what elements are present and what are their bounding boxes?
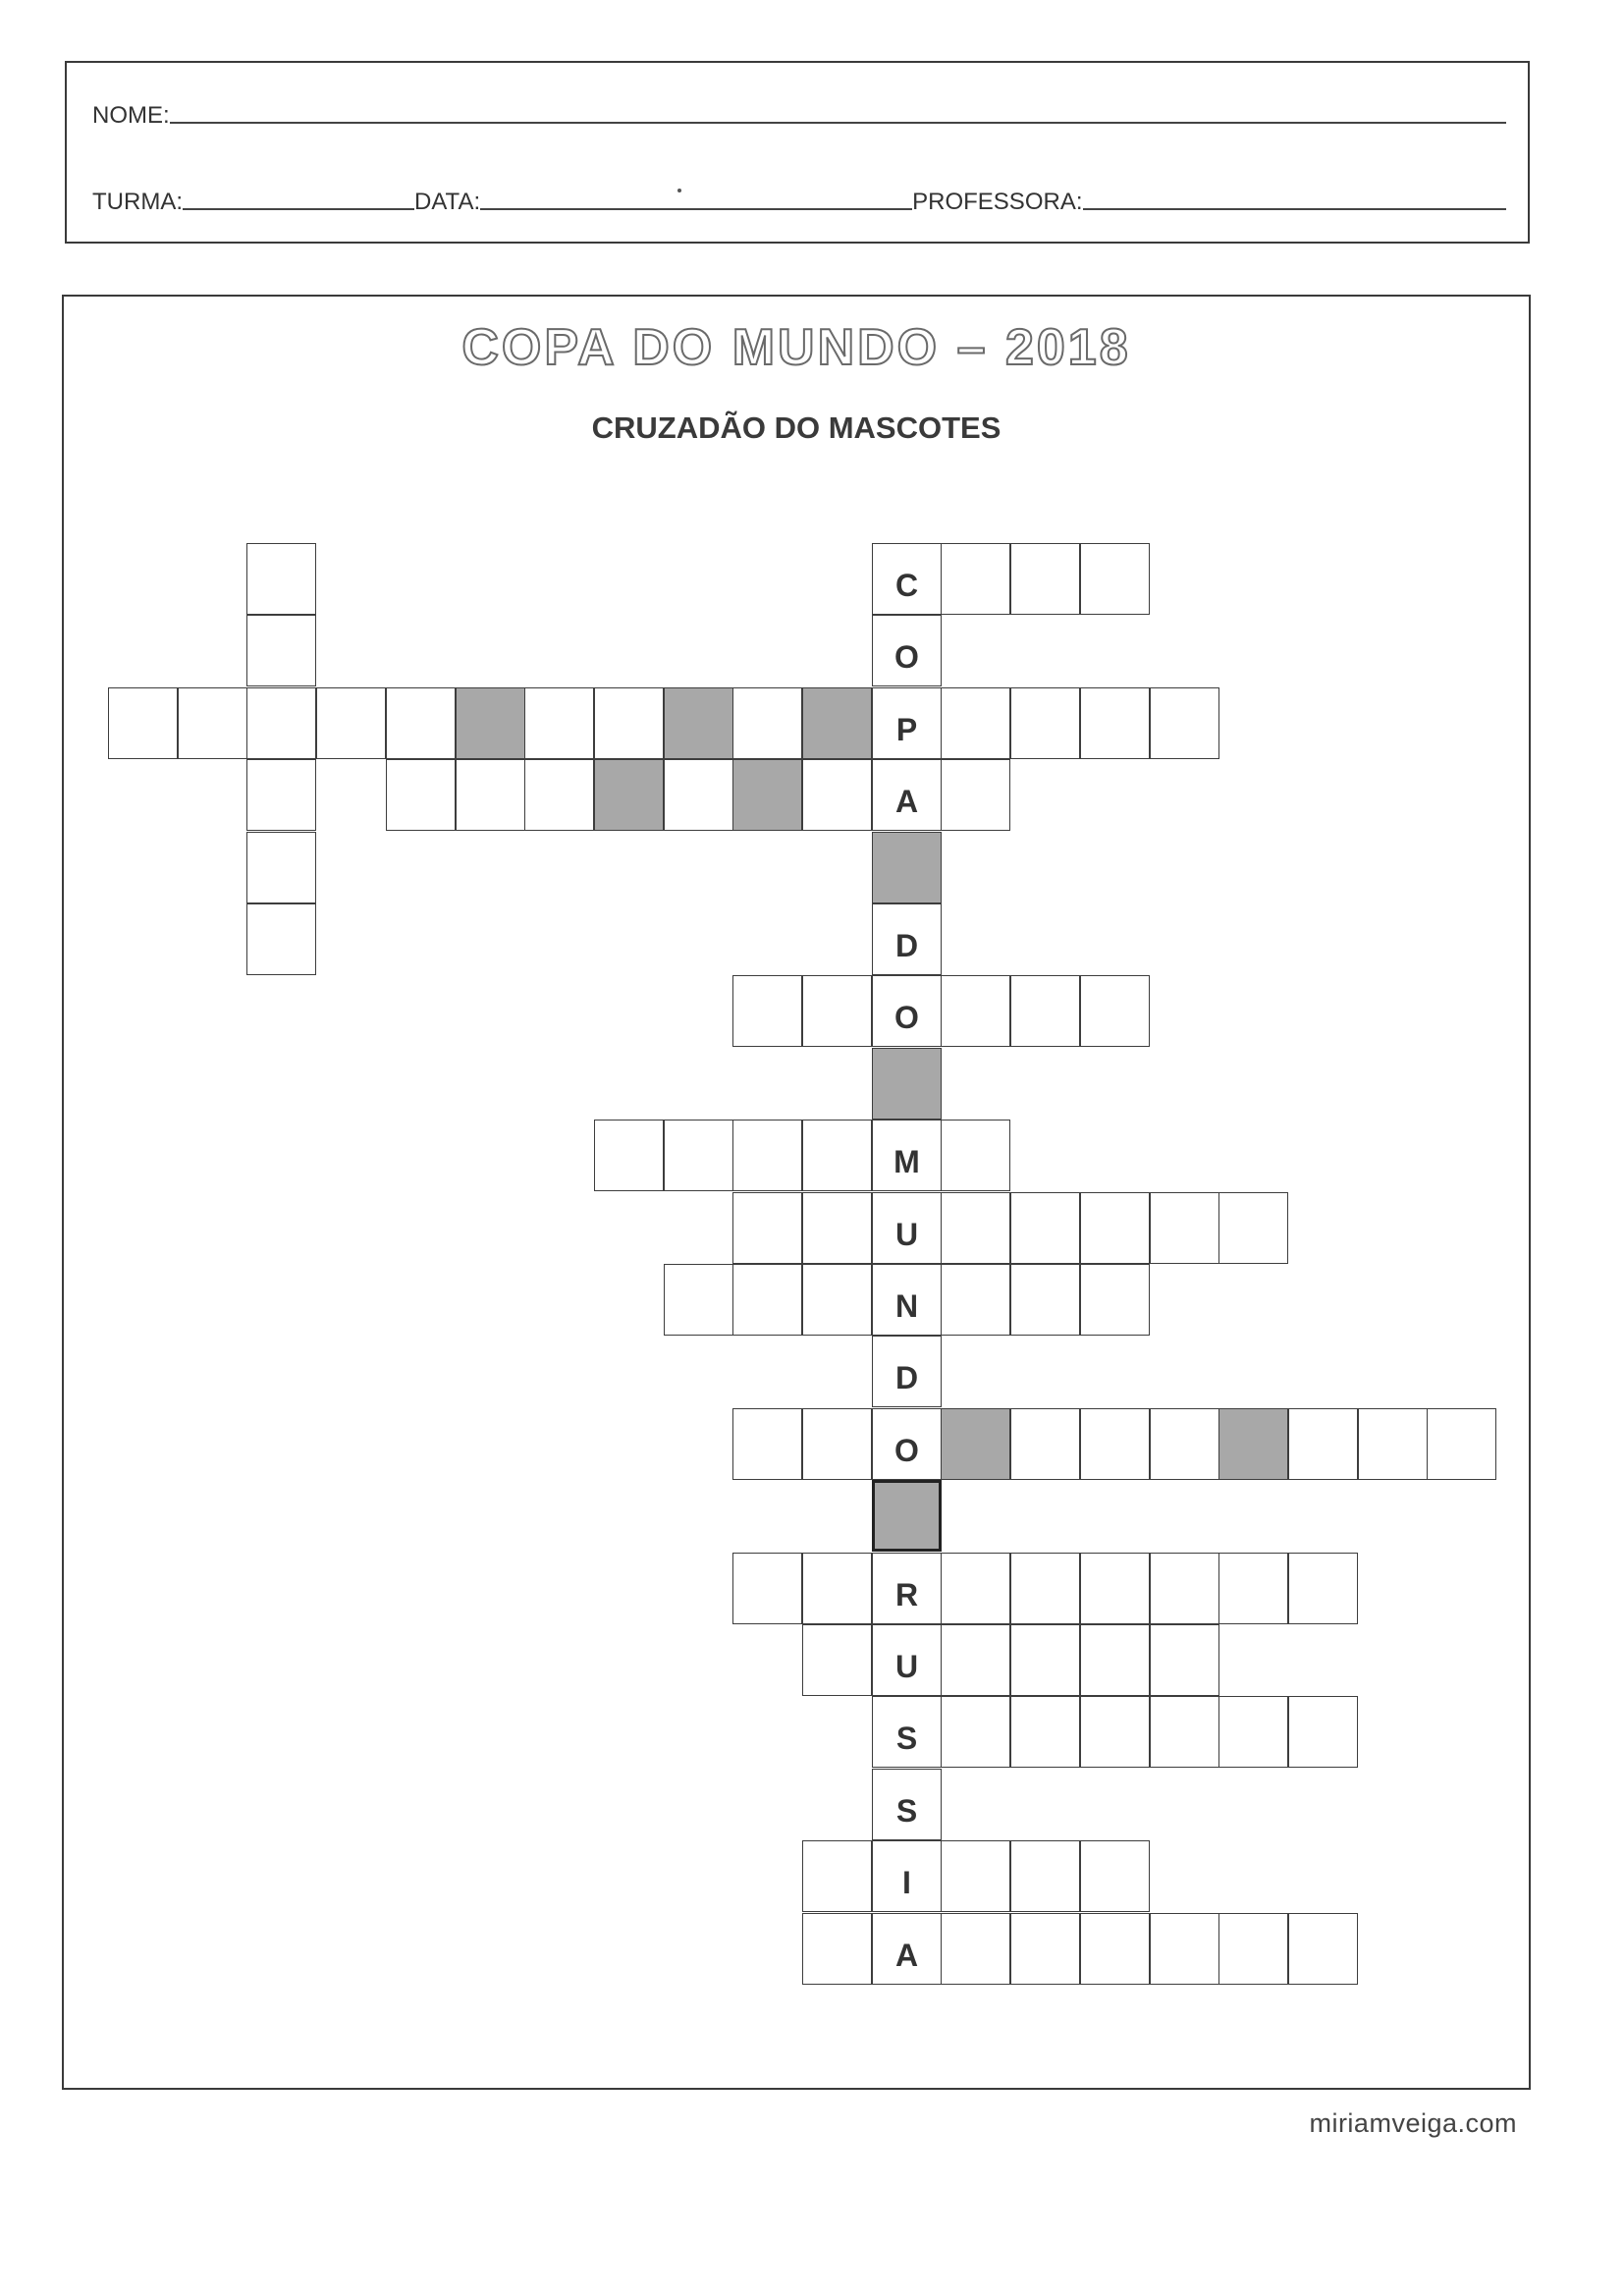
crossword-cell[interactable] (1080, 543, 1150, 615)
crossword-cell[interactable] (941, 759, 1010, 831)
crossword-cell[interactable] (941, 543, 1010, 615)
crossword-cell-letter: M (872, 1120, 942, 1191)
crossword-cell[interactable] (941, 1696, 1010, 1768)
crossword-cell[interactable] (1010, 1840, 1080, 1912)
turma-label: TURMA: (92, 189, 183, 215)
crossword-cell[interactable] (941, 1624, 1010, 1696)
crossword-cell-letter: P (872, 687, 942, 759)
crossword-cell[interactable] (941, 1553, 1010, 1624)
professora-label: PROFESSORA: (912, 189, 1083, 215)
crossword-cell[interactable] (1288, 1408, 1358, 1480)
crossword-cell-shaded (456, 687, 525, 759)
crossword-cell-shaded (664, 687, 733, 759)
crossword-cell[interactable] (246, 903, 316, 975)
crossword-cell[interactable] (802, 1264, 872, 1336)
crossword-cell[interactable] (1010, 1696, 1080, 1768)
crossword-cell[interactable] (1080, 1913, 1150, 1985)
crossword-cell[interactable] (732, 1120, 802, 1191)
crossword-cell-letter: O (872, 1408, 942, 1480)
crossword-cell[interactable] (802, 759, 872, 831)
crossword-cell[interactable] (178, 687, 247, 759)
crossword-cell-letter: A (872, 1913, 942, 1985)
crossword-cell[interactable] (1288, 1696, 1358, 1768)
crossword-cell[interactable] (941, 1264, 1010, 1336)
crossword-cell[interactable] (386, 759, 456, 831)
nome-field[interactable] (92, 102, 1506, 130)
crossword-cell[interactable] (1010, 1408, 1080, 1480)
crossword-cell[interactable] (246, 615, 316, 686)
crossword-cell[interactable] (802, 1624, 872, 1696)
crossword-cell[interactable] (456, 759, 525, 831)
crossword-cell-shaded (1218, 1408, 1288, 1480)
crossword-cell[interactable] (524, 759, 594, 831)
crossword-cell-letter: S (872, 1769, 942, 1840)
crossword-cell-letter: C (872, 543, 942, 615)
crossword-cell[interactable] (802, 1192, 872, 1264)
crossword-cell-letter: I (872, 1840, 942, 1912)
crossword-cell[interactable] (1080, 1192, 1150, 1264)
nome-label: NOME: (92, 102, 170, 129)
crossword-cell[interactable] (1218, 1913, 1288, 1985)
crossword-cell[interactable] (732, 1553, 802, 1624)
crossword-cell[interactable] (732, 687, 802, 759)
crossword-cell[interactable] (802, 1553, 872, 1624)
crossword-cell[interactable] (732, 975, 802, 1047)
crossword-cell[interactable] (1218, 1192, 1288, 1264)
crossword-cell[interactable] (941, 1192, 1010, 1264)
crossword-cell[interactable] (386, 687, 456, 759)
crossword-cell[interactable] (1150, 1192, 1219, 1264)
crossword-cell-shaded (872, 1048, 942, 1120)
scan-speck (677, 189, 681, 192)
crossword-cell[interactable] (1080, 1624, 1150, 1696)
crossword-cell-letter: S (872, 1696, 942, 1768)
crossword-cell-letter: N (872, 1264, 942, 1336)
crossword-cell[interactable] (1010, 1553, 1080, 1624)
crossword-cell[interactable] (1150, 687, 1219, 759)
crossword-cell-letter: O (872, 615, 942, 686)
crossword-cell[interactable] (1218, 1696, 1288, 1768)
crossword-cell[interactable] (1080, 1264, 1150, 1336)
crossword-cell[interactable] (1080, 1408, 1150, 1480)
crossword-cell[interactable] (732, 1264, 802, 1336)
info-row (92, 189, 1506, 216)
crossword-cell-letter: D (872, 903, 942, 975)
crossword-cell[interactable] (941, 1913, 1010, 1985)
crossword-cell-shaded (872, 1480, 942, 1552)
crossword-cell[interactable] (1150, 1624, 1219, 1696)
crossword-grid (64, 297, 1533, 2092)
crossword-cell[interactable] (1010, 975, 1080, 1047)
crossword-cell[interactable] (594, 687, 664, 759)
puzzle-subtitle: CRUZADÃO DO MASCOTES (591, 410, 1001, 445)
crossword-cell[interactable] (1080, 1840, 1150, 1912)
crossword-cell[interactable] (1080, 1696, 1150, 1768)
crossword-cell[interactable] (1150, 1696, 1219, 1768)
crossword-cell[interactable] (802, 1120, 872, 1191)
crossword-cell[interactable] (1218, 1553, 1288, 1624)
crossword-cell[interactable] (1010, 687, 1080, 759)
crossword-cell[interactable] (732, 1192, 802, 1264)
crossword-cell[interactable] (316, 687, 386, 759)
data-line[interactable] (480, 206, 912, 210)
crossword-cell[interactable] (246, 687, 316, 759)
crossword-cell-letter: U (872, 1192, 942, 1264)
crossword-cell[interactable] (246, 543, 316, 615)
crossword-cell[interactable] (941, 975, 1010, 1047)
crossword-cell[interactable] (108, 687, 178, 759)
crossword-cell[interactable] (941, 1840, 1010, 1912)
crossword-cell[interactable] (732, 1408, 802, 1480)
crossword-cell[interactable] (941, 687, 1010, 759)
crossword-cell[interactable] (594, 1120, 664, 1191)
crossword-cell[interactable] (1080, 1553, 1150, 1624)
crossword-cell-letter: O (872, 975, 942, 1047)
crossword-cell[interactable] (941, 1120, 1010, 1191)
crossword-cell[interactable] (246, 759, 316, 831)
crossword-cell[interactable] (1080, 975, 1150, 1047)
crossword-cell[interactable] (1427, 1408, 1496, 1480)
crossword-cell[interactable] (802, 1408, 872, 1480)
nome-line[interactable] (170, 120, 1506, 124)
crossword-cell[interactable] (664, 759, 733, 831)
crossword-cell[interactable] (802, 975, 872, 1047)
professora-line[interactable] (1083, 206, 1507, 210)
crossword-cell[interactable] (524, 687, 594, 759)
student-info-box (65, 61, 1530, 244)
crossword-cell-shaded (802, 687, 872, 759)
crossword-cell-letter: A (872, 759, 942, 831)
crossword-cell[interactable] (802, 1840, 872, 1912)
puzzle-title: COPA DO MUNDO – 2018 (461, 319, 1131, 376)
crossword-cell[interactable] (1288, 1913, 1358, 1985)
crossword-cell[interactable] (1150, 1913, 1219, 1985)
data-label: DATA: (414, 189, 481, 215)
crossword-cell[interactable] (802, 1913, 872, 1985)
crossword-cell[interactable] (1010, 1624, 1080, 1696)
crossword-cell-shaded (872, 832, 942, 903)
site-credit: miriamveiga.com (1309, 2108, 1517, 2138)
crossword-panel (62, 295, 1531, 2090)
crossword-cell[interactable] (664, 1120, 733, 1191)
crossword-cell[interactable] (1358, 1408, 1428, 1480)
crossword-cell[interactable] (1080, 687, 1150, 759)
crossword-cell[interactable] (1010, 543, 1080, 615)
crossword-cell[interactable] (1288, 1553, 1358, 1624)
crossword-cell-shaded (732, 759, 802, 831)
crossword-cell[interactable] (1010, 1192, 1080, 1264)
crossword-cell[interactable] (246, 832, 316, 903)
crossword-cell[interactable] (664, 1264, 733, 1336)
crossword-cell[interactable] (1150, 1553, 1219, 1624)
crossword-cell-letter: D (872, 1336, 942, 1407)
crossword-cell-letter: U (872, 1624, 942, 1696)
crossword-cell[interactable] (1010, 1264, 1080, 1336)
crossword-cell-shaded (594, 759, 664, 831)
crossword-cell-letter: R (872, 1553, 942, 1624)
crossword-cell-shaded (941, 1408, 1010, 1480)
crossword-cell[interactable] (1150, 1408, 1219, 1480)
crossword-cell[interactable] (1010, 1913, 1080, 1985)
turma-line[interactable] (183, 206, 414, 210)
